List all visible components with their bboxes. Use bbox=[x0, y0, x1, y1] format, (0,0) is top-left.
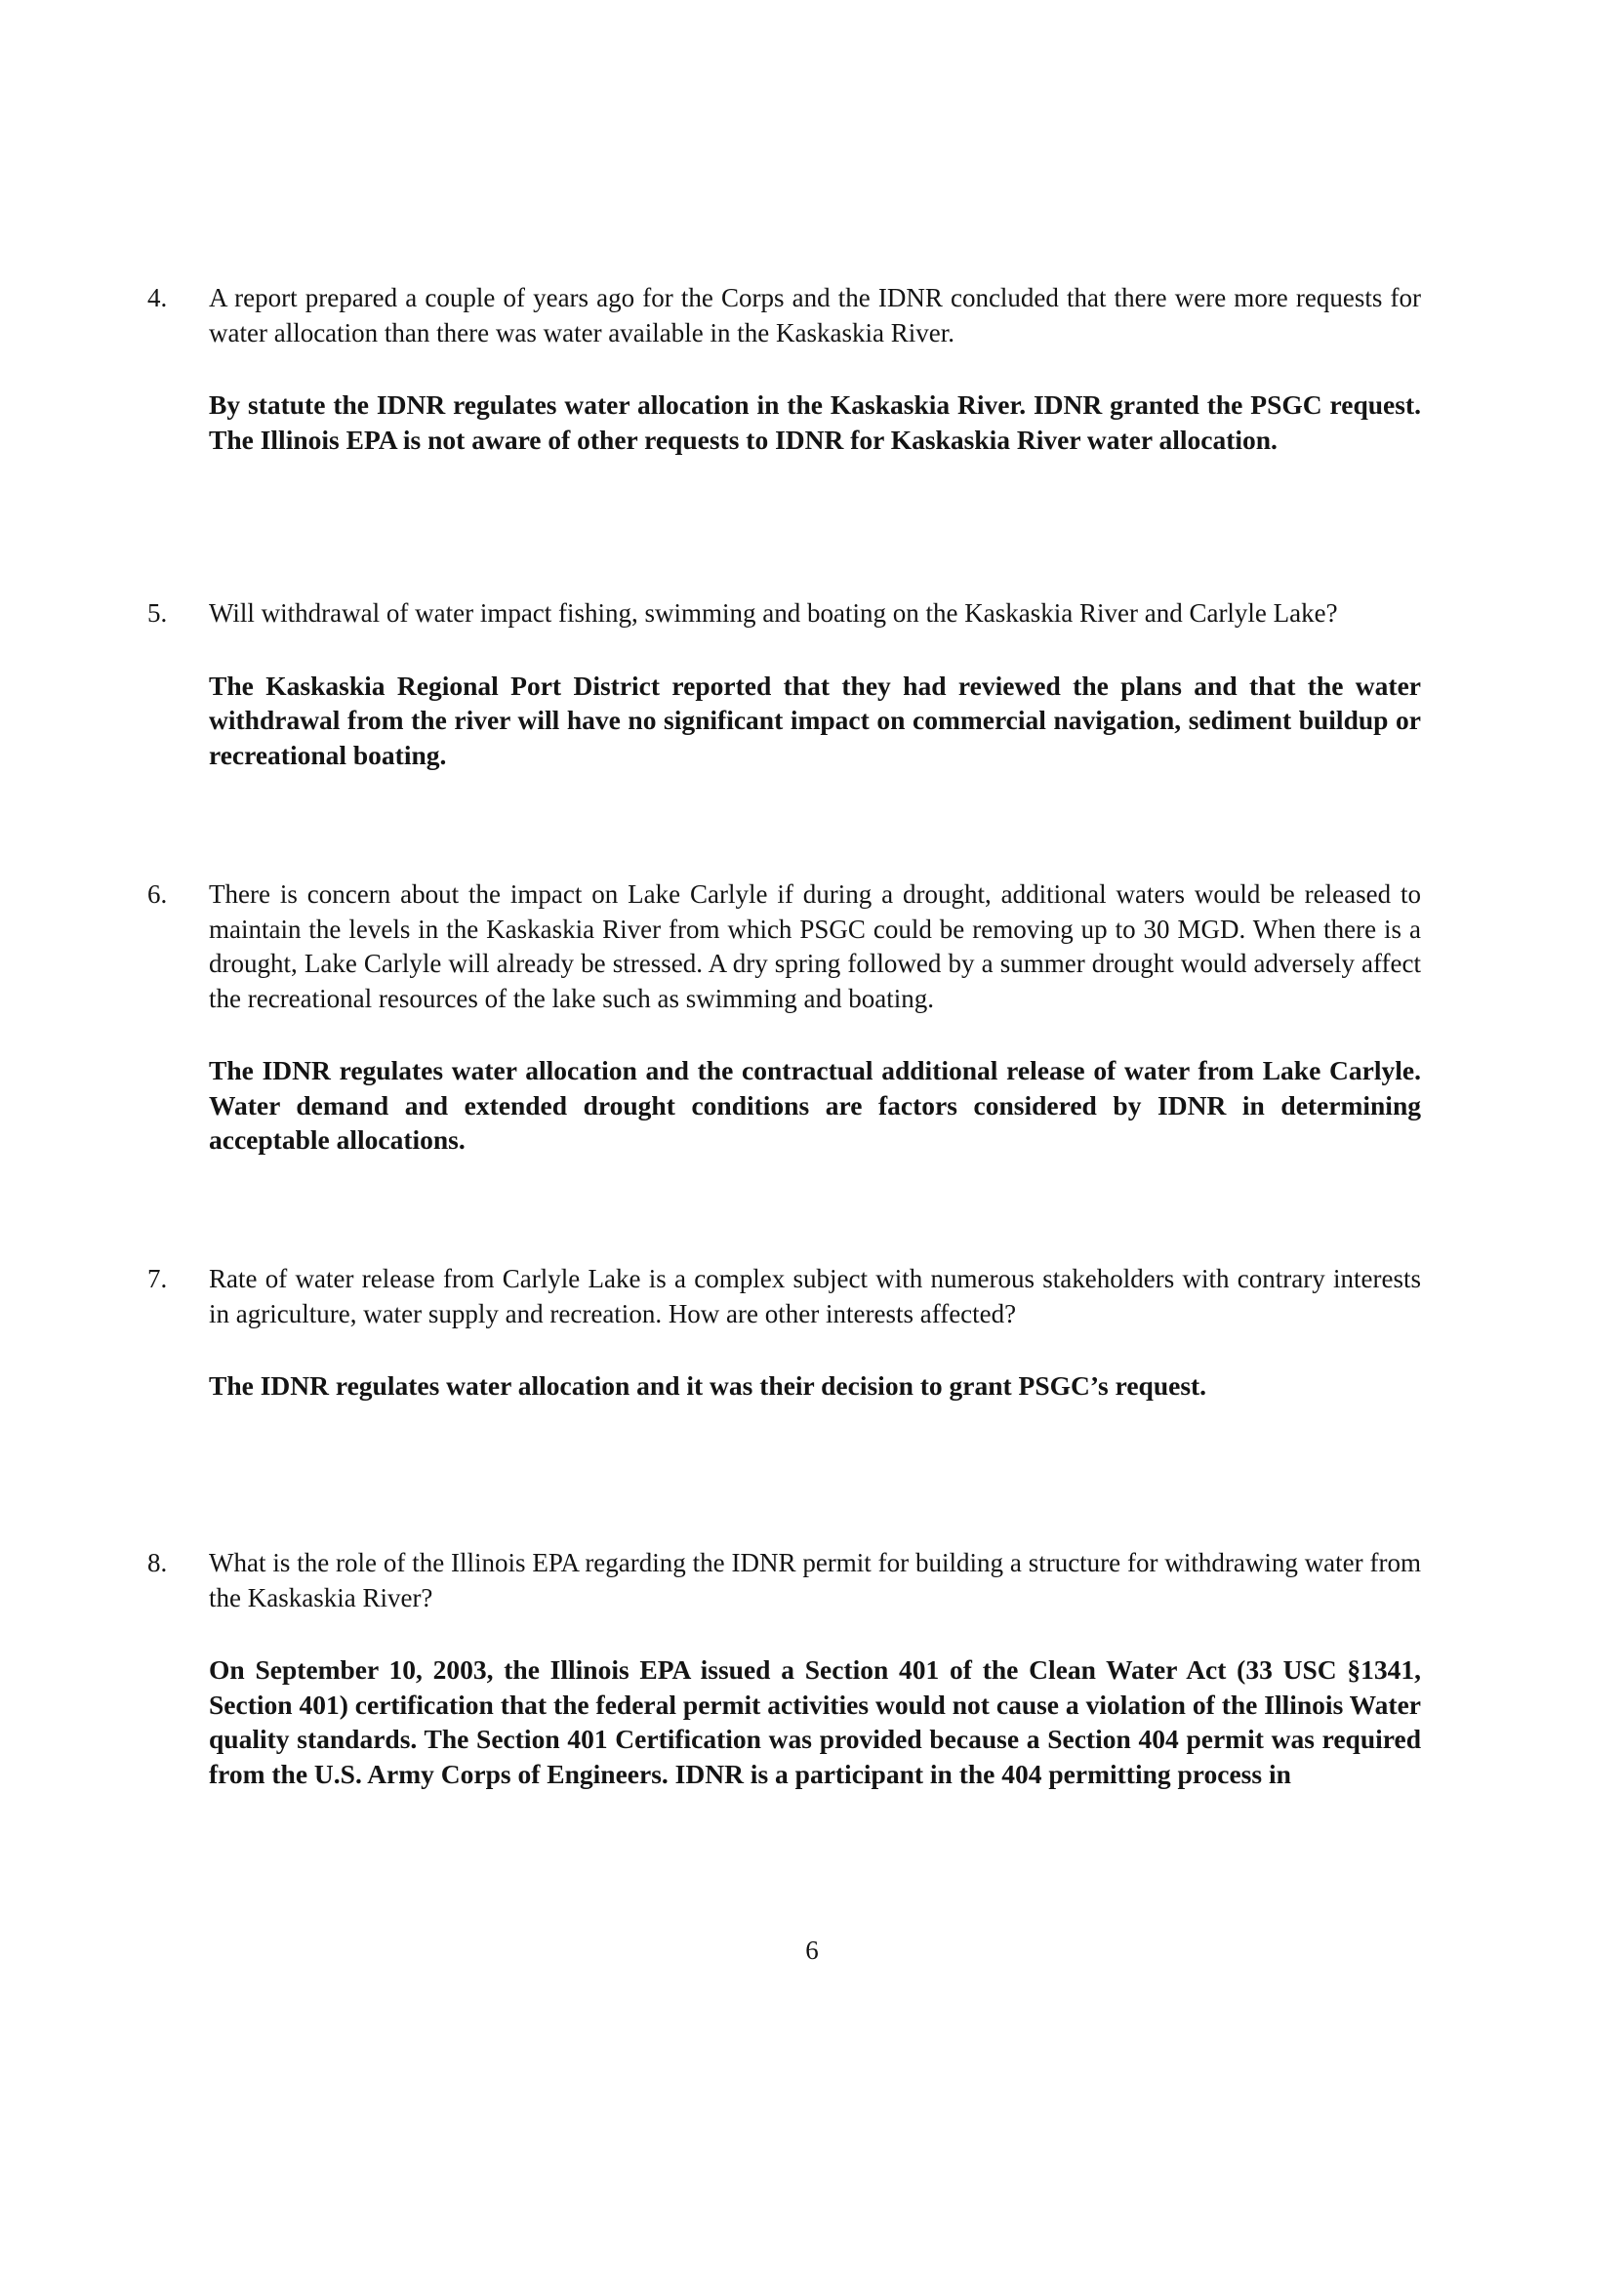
question-text: What is the role of the Illinois EPA regarding the IDNR permit for building a structure for withdrawing water from the Kaskaskia River? bbox=[209, 1548, 1421, 1612]
answer-text: By statute the IDNR regulates water allocation in the Kaskaskia River. IDNR granted the PSGC request. The Illinois EPA is not aware of other requests to IDNR for Kaskaskia River water allocation. bbox=[209, 389, 1421, 455]
question-text: Rate of water release from Carlyle Lake is a complex subject with numerous stakeholders with contrary interests in agriculture, water supply and recreation. How are other interests affected? bbox=[209, 1264, 1421, 1328]
answer-text: The IDNR regulates water allocation and it was their decision to grant PSGC’s request. bbox=[209, 1370, 1207, 1401]
qa-item-6 bbox=[147, 877, 1421, 1158]
qa-item-8 bbox=[147, 1546, 1421, 1791]
qa-item-7 bbox=[147, 1262, 1421, 1404]
answer-text: On September 10, 2003, the Illinois EPA issued a Section 401 of the Clean Water Act (33 USC §1341, Section 401) certification that the federal permit activities would not cause a violation of the Illinois Water quality standards. The Section 401 Certification was provided because a Section 404 permit was required from the U.S. Army Corps of Engineers. IDNR is a participant in the 404 permitting process in bbox=[209, 1654, 1421, 1789]
item-number: 6. bbox=[147, 879, 168, 909]
question-text: A report prepared a couple of years ago for the Corps and the IDNR concluded that there were more requests for water allocation than there was water available in the Kaskaskia River. bbox=[209, 283, 1421, 347]
page-number: 6 bbox=[805, 1936, 819, 1965]
answer-text: The IDNR regulates water allocation and the contractual additional release of water from Lake Carlyle. Water demand and extended drought conditions are factors considered by IDNR in determining acceptable allocations. bbox=[209, 1055, 1421, 1155]
question-text: Will withdrawal of water impact fishing, swimming and boating on the Kaskaskia River and Carlyle Lake? bbox=[209, 598, 1338, 628]
item-number: 5. bbox=[147, 598, 168, 628]
qa-item-5 bbox=[147, 596, 1421, 772]
item-number: 7. bbox=[147, 1264, 168, 1293]
item-number: 4. bbox=[147, 283, 168, 312]
answer-text: The Kaskaskia Regional Port District reported that they had reviewed the plans and that the water withdrawal from the river will have no significant impact on commercial navigation, sediment buildup or recreational boating. bbox=[209, 670, 1421, 770]
question-text: There is concern about the impact on Lake Carlyle if during a drought, additional waters would be released to maintain the levels in the Kaskaskia River from which PSGC could be removing up to 30 MGD. When there is a drought, Lake Carlyle will already be stressed. A dry spring followed by a summer drought would adversely affect the recreational resources of the lake such as swimming and boating. bbox=[209, 879, 1421, 1013]
qa-item-4 bbox=[147, 281, 1421, 457]
item-number: 8. bbox=[147, 1548, 168, 1577]
